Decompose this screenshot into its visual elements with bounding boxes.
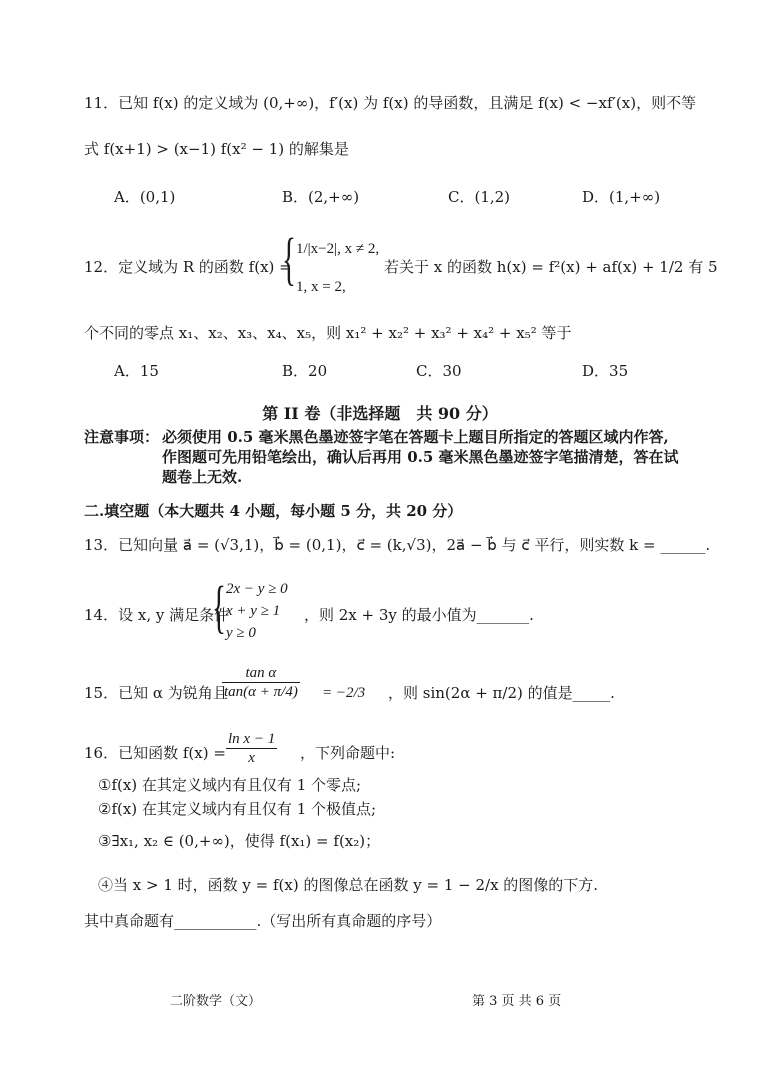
q12-case1: 1/|x−2|, x ≠ 2, — [296, 241, 380, 257]
q14-prefix: 14．设 x, y 满足条件 — [84, 606, 230, 624]
q12-option-c: C．30 — [416, 362, 462, 380]
q12-brace: { — [282, 226, 296, 291]
q12-line2: 个不同的零点 x₁、x₂、x₃、x₄、x₅，则 x₁² + x₂² + x₃² + x₄² + x₅² 等于 — [84, 324, 572, 342]
footer-page-number: 第 3 页 共 6 页 — [472, 994, 562, 1009]
q12-option-d: D．35 — [582, 362, 629, 380]
q12-option-a: A．15 — [114, 362, 159, 380]
q16-suffix: ，下列命题中: — [300, 744, 396, 762]
q14-condition-1: 2x − y ≥ 0 — [226, 581, 288, 597]
q12-suffix: 若关于 x 的函数 h(x) = f²(x) + af(x) + 1/2 有 5 — [384, 258, 718, 276]
fill-in-heading: 二.填空题（本大题共 4 小题，每小题 5 分，共 20 分） — [84, 502, 463, 520]
q14-brace: { — [212, 574, 226, 639]
footer-subject: 二阶数学（文） — [170, 994, 262, 1009]
q16-item-3: ③∃x₁, x₂ ∈ (0,+∞)，使得 f(x₁) = f(x₂)； — [98, 832, 381, 850]
q12-case2: 1, x = 2, — [296, 279, 346, 295]
q15-frac-den: tan(α + π/4) — [224, 684, 298, 700]
q11-line1: 11．已知 f(x) 的定义域为 (0,+∞)，f′(x) 为 f(x) 的导函数，且满足 f(x) < −xf′(x)，则不等 — [84, 94, 697, 112]
q16-item-4: ④当 x > 1 时，函数 y = f(x) 的图像总在函数 y = 1 − 2/x 的图像的下方. — [98, 876, 599, 894]
section2-title: 第 II 卷（非选择题 共 90 分） — [262, 404, 498, 423]
q15-prefix: 15．已知 α 为锐角且 — [84, 684, 228, 702]
q12-option-b: B．20 — [282, 362, 328, 380]
q14-suffix: ，则 2x + 3y 的最小值为_______. — [304, 606, 534, 624]
q14-condition-3: y ≥ 0 — [226, 625, 256, 641]
q16-fraction — [226, 730, 277, 767]
notice-line-3: 题卷上无效. — [162, 468, 243, 486]
q11-option-c: C．(1,2) — [448, 188, 511, 206]
q15-fraction — [222, 664, 300, 701]
q11-option-a: A．(0,1) — [114, 188, 176, 206]
notice-line-1: 必须使用 0.5 毫米黑色墨迹签字笔在答题卡上题目所指定的答题区域内作答, — [162, 428, 669, 446]
q16-prefix: 16．已知函数 f(x) = — [84, 744, 226, 762]
q13-text: 13．已知向量 a⃗ = (√3,1)，b⃗ = (0,1)，c⃗ = (k,√3)，2a⃗ − b⃗ 与 c⃗ 平行，则实数 k = ______. — [84, 536, 711, 554]
q16-item-2: ②f(x) 在其定义域内有且仅有 1 个极值点; — [98, 800, 377, 818]
q11-option-d: D．(1,+∞) — [582, 188, 661, 206]
q11-line2: 式 f(x+1) > (x−1) f(x² − 1) 的解集是 — [84, 140, 349, 158]
q12-prefix: 12．定义域为 R 的函数 f(x) = — [84, 258, 292, 276]
q16-closing: 其中真命题有___________.（写出所有真命题的序号） — [84, 912, 442, 930]
q15-frac-num: tan α — [222, 664, 300, 683]
q15-eq: = −2/3 — [322, 685, 366, 701]
q11-option-b: B．(2,+∞) — [282, 188, 360, 206]
q15-suffix: ，则 sin(2α + π/2) 的值是_____. — [388, 684, 615, 702]
notice-line-2: 作图题可先用铅笔绘出，确认后再用 0.5 毫米黑色墨迹签字笔描清楚，答在试 — [162, 448, 679, 466]
q16-item-1: ①f(x) 在其定义域内有且仅有 1 个零点; — [98, 776, 362, 794]
q16-frac-num: ln x − 1 — [228, 731, 276, 747]
q14-condition-2: x + y ≥ 1 — [226, 603, 281, 619]
q16-frac-den: x — [248, 750, 255, 766]
notice-label: 注意事项： — [84, 428, 160, 446]
